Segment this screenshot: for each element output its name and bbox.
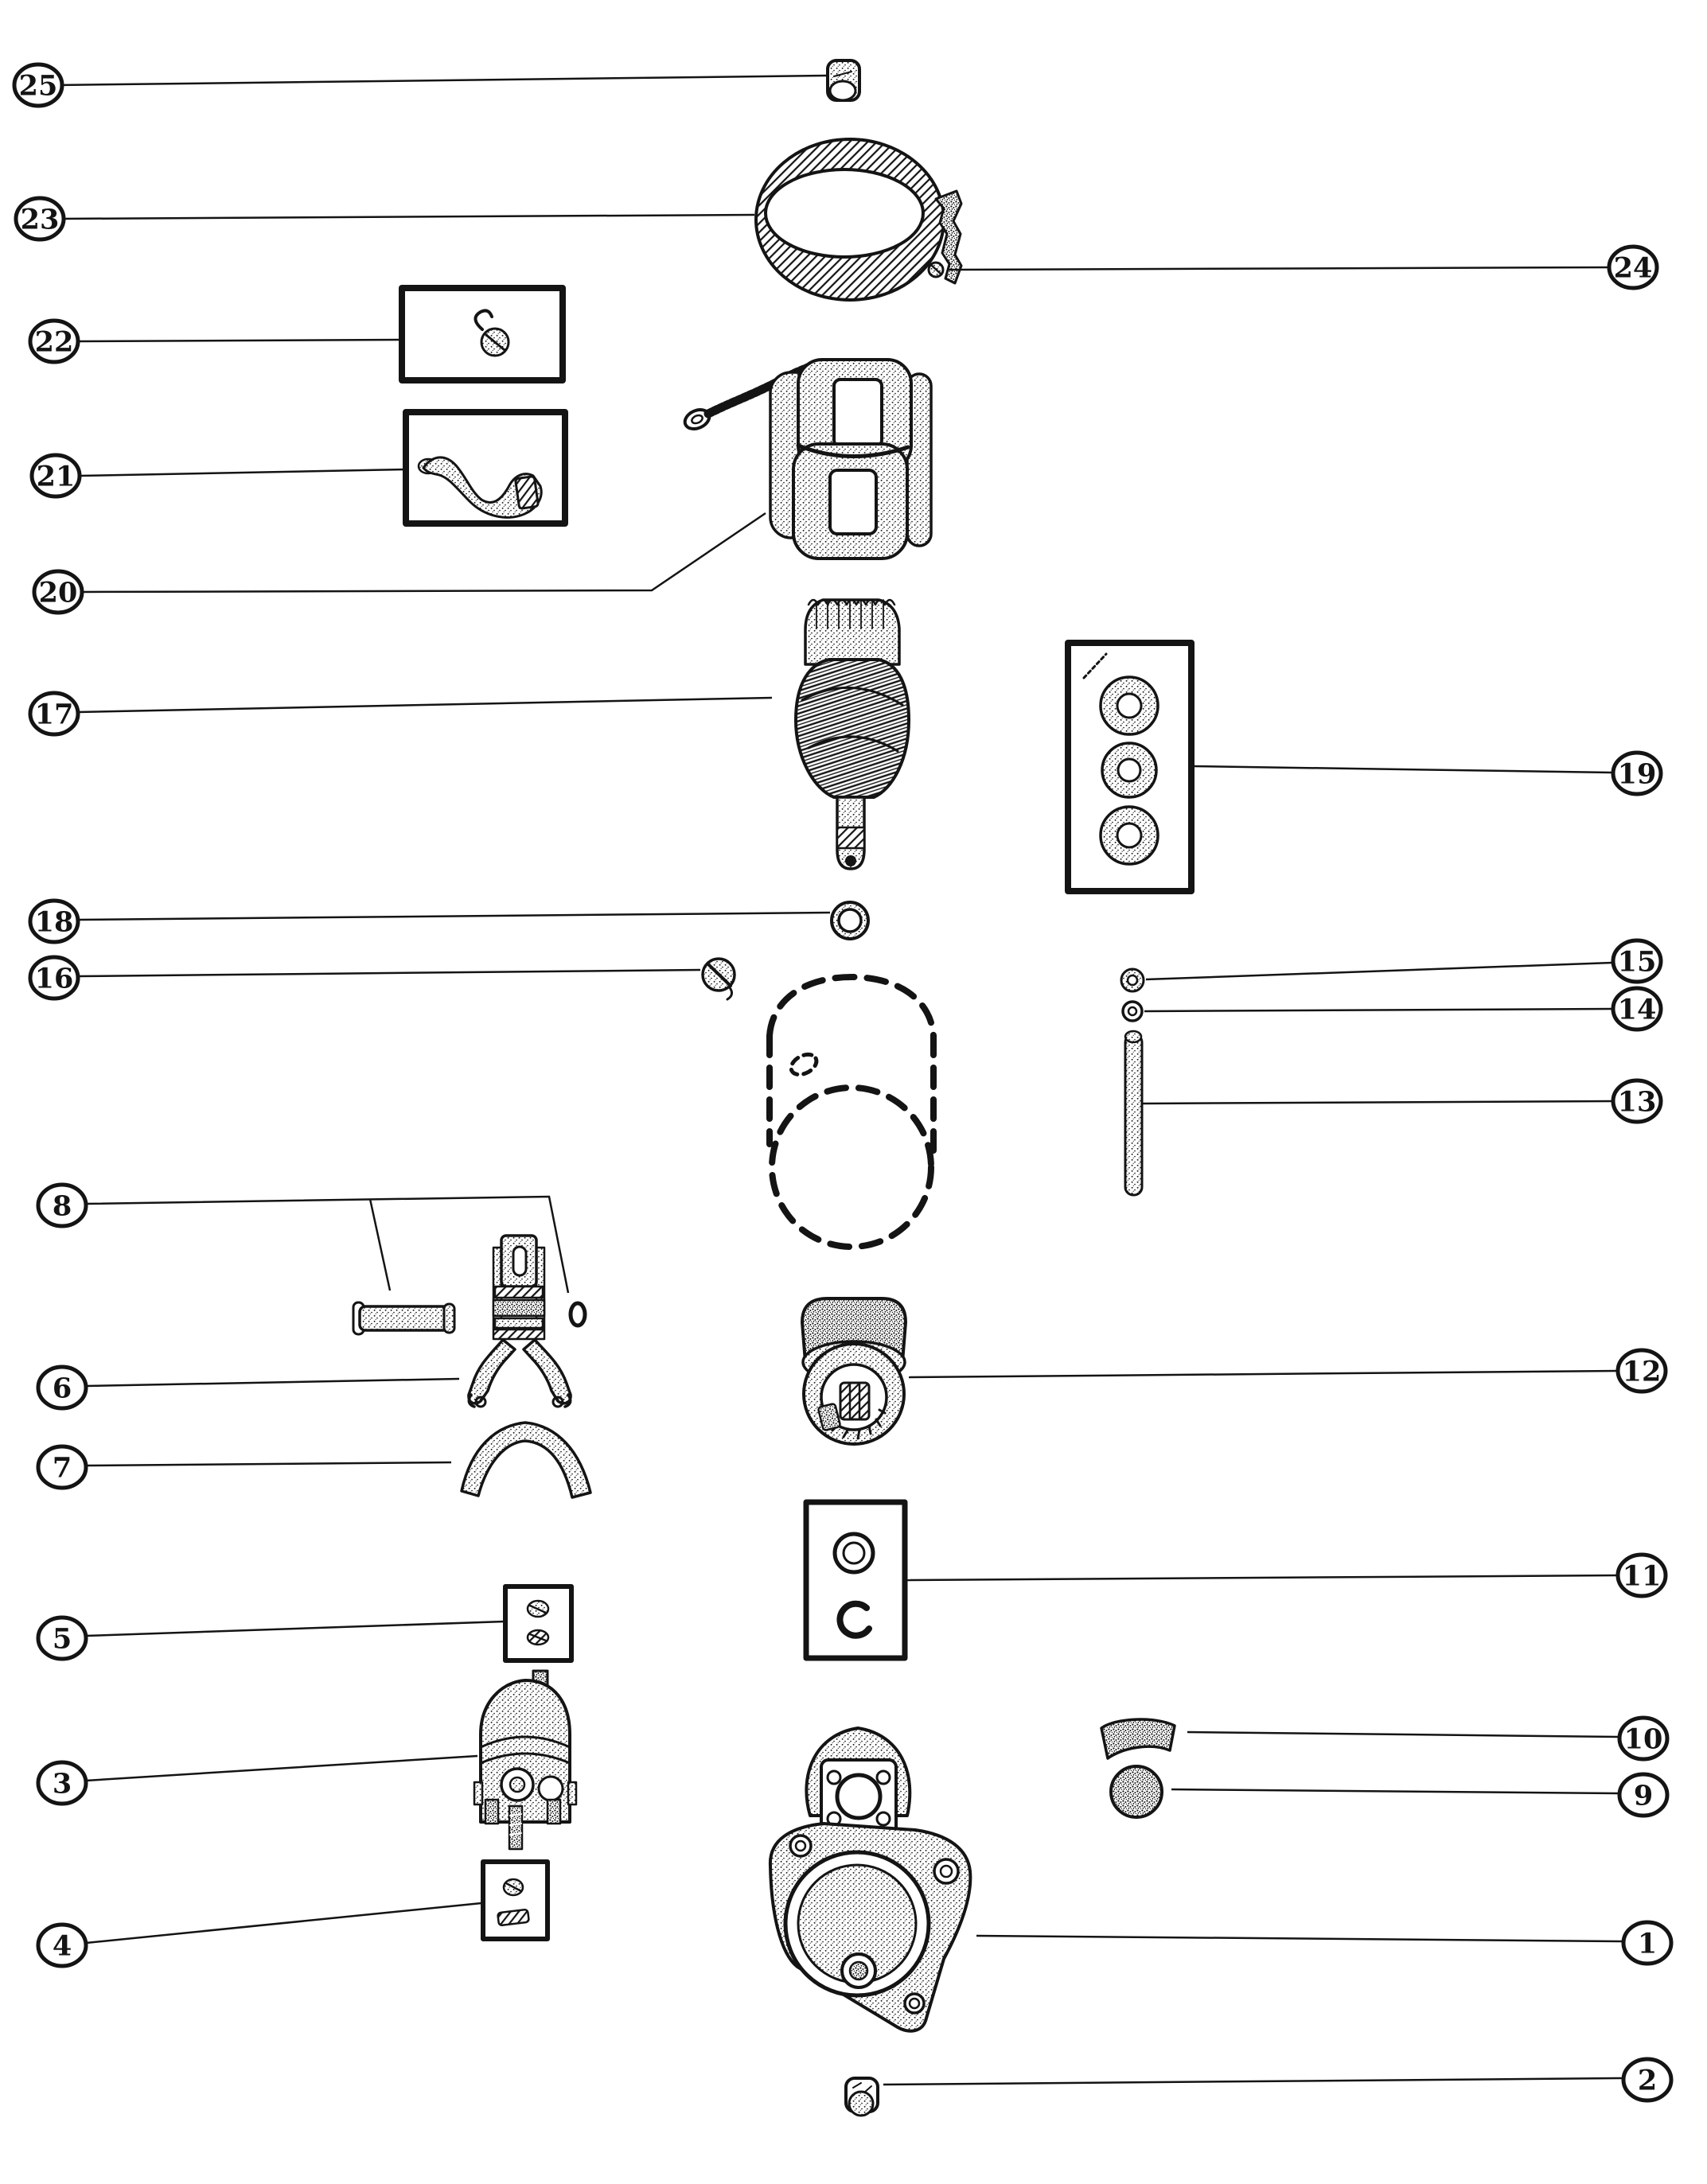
callout-number-20: 20 bbox=[38, 576, 78, 609]
part-nut bbox=[1121, 969, 1144, 991]
callout-19 bbox=[1193, 753, 1661, 794]
leader-line-18 bbox=[78, 913, 830, 920]
callout-22 bbox=[30, 321, 400, 362]
callout-number-3: 3 bbox=[52, 1767, 72, 1801]
callout-4 bbox=[38, 1903, 481, 1966]
callout-23 bbox=[16, 198, 754, 239]
callout-number-5: 5 bbox=[52, 1622, 72, 1656]
leader-line-15 bbox=[1146, 963, 1612, 979]
leader-line-5 bbox=[86, 1621, 505, 1636]
callout-number-24: 24 bbox=[1613, 251, 1653, 285]
callout-number-19: 19 bbox=[1617, 757, 1657, 791]
leader-line-10 bbox=[1187, 1732, 1619, 1737]
callout-number-10: 10 bbox=[1623, 1723, 1663, 1756]
callout-number-23: 23 bbox=[20, 203, 60, 236]
leader-line-2 bbox=[883, 2078, 1623, 2085]
callout-14 bbox=[1144, 988, 1661, 1030]
callout-7 bbox=[38, 1446, 451, 1488]
leader-line-6 bbox=[86, 1379, 459, 1386]
part-pivot-pin bbox=[353, 1302, 454, 1334]
callout-number-15: 15 bbox=[1617, 945, 1657, 979]
callout-number-11: 11 bbox=[1622, 1559, 1662, 1593]
leader-line-13 bbox=[1143, 1101, 1612, 1104]
part-washer-kit-box bbox=[1068, 643, 1191, 891]
part-spring-saddle bbox=[462, 1423, 590, 1497]
callout-8 bbox=[38, 1185, 568, 1293]
callout-number-6: 6 bbox=[52, 1372, 72, 1405]
leader-line-3 bbox=[86, 1756, 477, 1781]
callout-25 bbox=[14, 64, 826, 106]
leader-line-16 bbox=[78, 970, 700, 976]
callout-17 bbox=[30, 693, 772, 734]
callout-5 bbox=[38, 1618, 505, 1659]
washer-1 bbox=[1101, 677, 1158, 734]
leader-line-7 bbox=[86, 1462, 451, 1466]
callout-number-9: 9 bbox=[1633, 1779, 1654, 1812]
callout-15 bbox=[1146, 940, 1661, 982]
callout-20 bbox=[34, 513, 766, 613]
leader-line-4 bbox=[86, 1903, 481, 1943]
callout-10 bbox=[1187, 1718, 1667, 1759]
leader-line-22 bbox=[78, 340, 400, 341]
part-drive-assembly bbox=[802, 1298, 906, 1444]
part-armature bbox=[796, 600, 909, 869]
part-shift-lever bbox=[469, 1236, 571, 1407]
callout-6 bbox=[38, 1367, 459, 1408]
callout-number-14: 14 bbox=[1617, 993, 1657, 1026]
callout-16 bbox=[30, 957, 700, 999]
washer-3 bbox=[1101, 807, 1158, 864]
washer-2 bbox=[1102, 743, 1156, 797]
leader-line-14 bbox=[1144, 1009, 1612, 1011]
callout-number-16: 16 bbox=[34, 962, 74, 995]
callout-number-18: 18 bbox=[34, 905, 74, 939]
leader-line-11 bbox=[906, 1575, 1617, 1580]
callout-24 bbox=[949, 247, 1657, 288]
part-band-screw bbox=[929, 263, 943, 277]
callout-13 bbox=[1143, 1080, 1661, 1122]
leader-line-24 bbox=[949, 267, 1608, 270]
part-starter-frame-phantom bbox=[770, 977, 933, 1247]
leader-line-19 bbox=[1193, 766, 1612, 773]
part-grommet bbox=[1111, 1766, 1162, 1817]
callout-number-12: 12 bbox=[1622, 1355, 1662, 1388]
part-screw-kit-box bbox=[402, 288, 563, 380]
part-screw-kit-box-small bbox=[505, 1586, 571, 1660]
part-lock-washer bbox=[1123, 1002, 1142, 1021]
part-brush-lever-box bbox=[406, 412, 565, 524]
callout-9 bbox=[1171, 1774, 1667, 1816]
part-housing-bushing bbox=[846, 2078, 878, 2116]
callout-number-17: 17 bbox=[34, 698, 74, 731]
part-retaining-ring bbox=[571, 1303, 585, 1326]
part-rubber-cap bbox=[1101, 1719, 1175, 1758]
leader-line-1 bbox=[976, 1936, 1623, 1941]
part-through-bolt bbox=[1125, 1031, 1142, 1195]
part-brush-holder-assembly bbox=[682, 360, 931, 559]
leader-line-9 bbox=[1171, 1789, 1619, 1793]
leader-line-25 bbox=[57, 76, 826, 85]
callout-21 bbox=[32, 455, 404, 496]
callout-number-22: 22 bbox=[34, 325, 74, 359]
part-hardware-box bbox=[483, 1862, 548, 1939]
callout-11 bbox=[906, 1555, 1666, 1596]
leader-line-8 bbox=[370, 1199, 390, 1291]
callout-number-13: 13 bbox=[1617, 1085, 1657, 1119]
leader-line-21 bbox=[80, 469, 404, 476]
part-screw bbox=[703, 959, 735, 999]
leader-line-23 bbox=[58, 215, 754, 219]
part-snap-ring-box bbox=[806, 1502, 905, 1658]
part-solenoid bbox=[474, 1671, 576, 1849]
callout-number-2: 2 bbox=[1637, 2064, 1658, 2097]
part-thrust-washer bbox=[832, 902, 868, 939]
leader-line-17 bbox=[78, 698, 772, 712]
callout-12 bbox=[909, 1350, 1666, 1392]
part-drive-end-housing bbox=[770, 1728, 970, 2031]
leader-line-12 bbox=[909, 1371, 1617, 1377]
callout-number-8: 8 bbox=[52, 1189, 72, 1223]
callout-number-7: 7 bbox=[52, 1451, 72, 1485]
armature-windings bbox=[796, 660, 909, 797]
callout-2 bbox=[883, 2059, 1671, 2100]
callout-1 bbox=[976, 1922, 1671, 1964]
callout-number-21: 21 bbox=[36, 460, 76, 493]
callout-3 bbox=[38, 1756, 477, 1804]
callout-number-4: 4 bbox=[52, 1929, 72, 1963]
callout-number-1: 1 bbox=[1637, 1927, 1658, 1960]
part-bushing-small bbox=[828, 60, 859, 100]
callout-18 bbox=[30, 901, 830, 942]
callout-number-25: 25 bbox=[18, 69, 58, 103]
